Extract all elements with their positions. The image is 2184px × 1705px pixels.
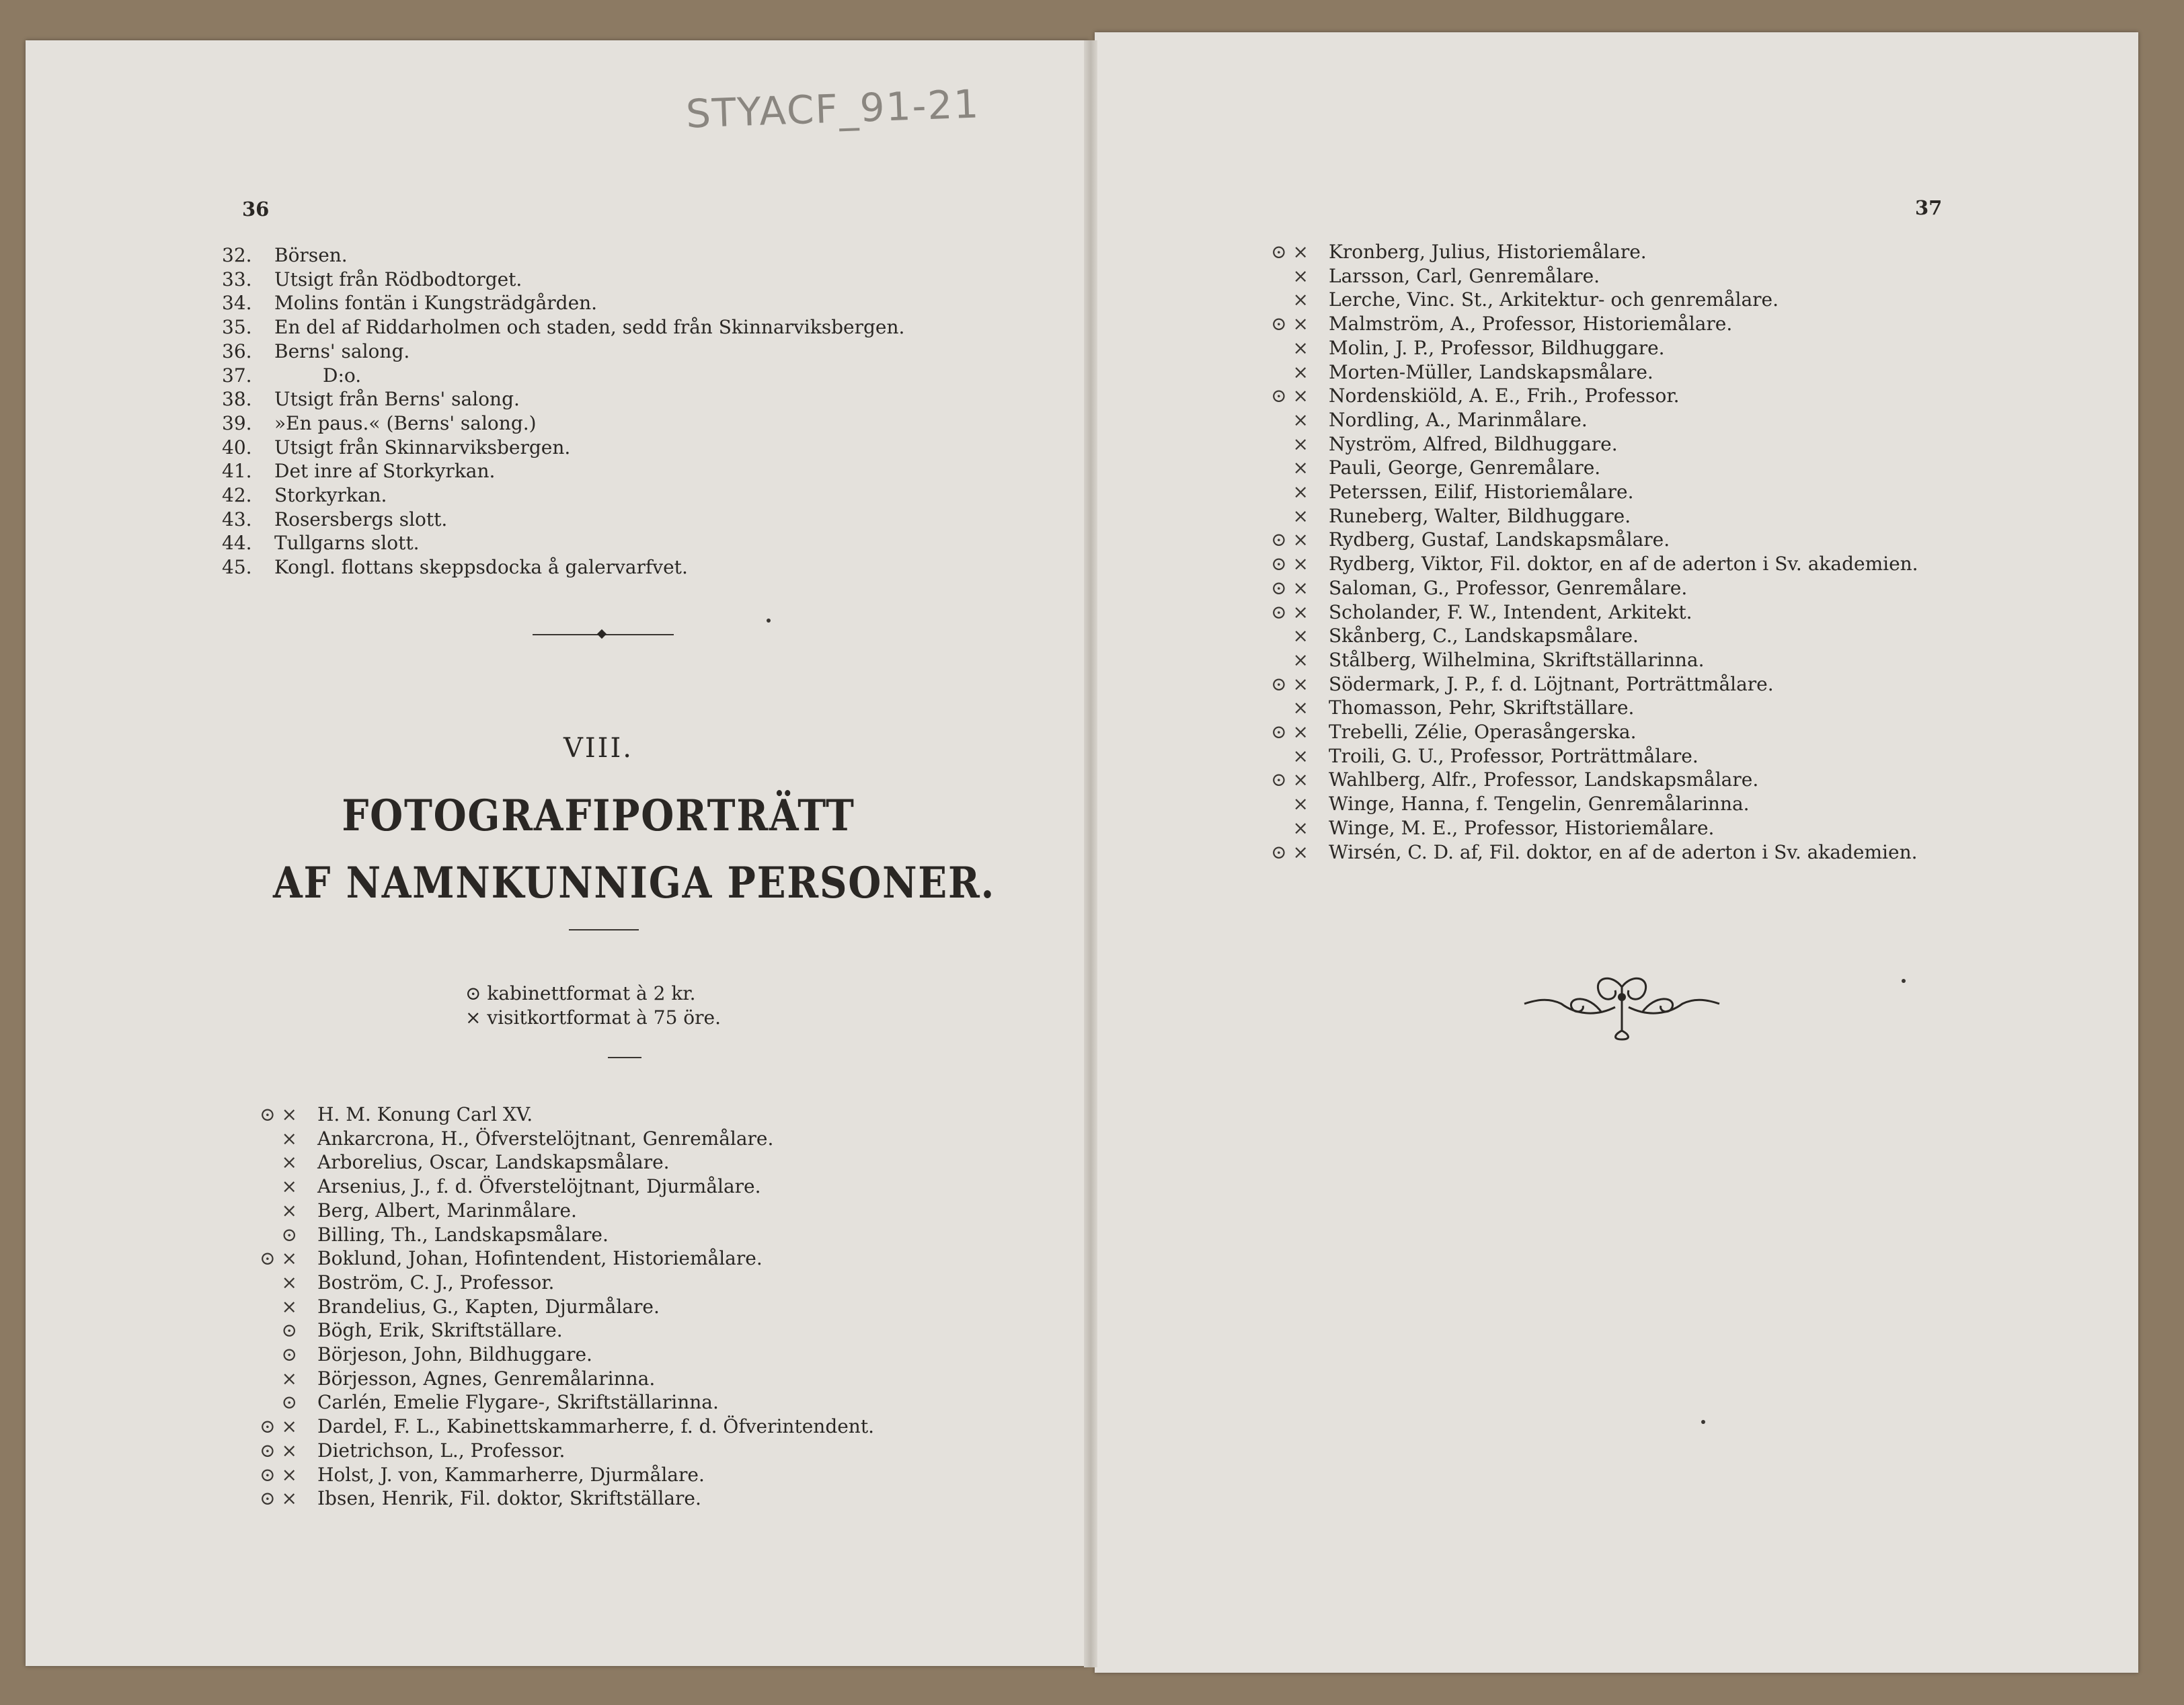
portrait-list-item — [227, 1246, 874, 1271]
view-number: 43. — [222, 508, 252, 530]
legend-visit-card-format: × visitkortformat à 75 öre. — [465, 1006, 722, 1029]
view-number: 44. — [222, 532, 252, 555]
format-marks: ⊙ — [281, 1223, 297, 1246]
portrait-list-item — [1239, 432, 1918, 457]
format-marks: ⊙ × — [260, 1247, 297, 1270]
portrait-list-item — [227, 1343, 874, 1367]
format-marks: ⊙ × — [1271, 241, 1309, 263]
view-title: Utsigt från Skinnarviksbergen. — [274, 436, 571, 459]
view-list-item — [222, 291, 904, 315]
view-title: Kongl. flottans skeppsdocka å galervarfvet. — [274, 556, 688, 579]
format-marks: ⊙ × — [260, 1415, 297, 1438]
portrait-name: Arsenius, J., f. d. Öfverstelöjtnant, Djurmålare. — [317, 1175, 761, 1198]
view-number: 33. — [222, 268, 252, 290]
format-marks: ⊙ × — [1271, 840, 1309, 863]
portrait-list-item — [1239, 624, 1918, 648]
ornament-vignette — [1521, 967, 1723, 1041]
portrait-name: Börjesson, Agnes, Genremålarinna. — [317, 1367, 656, 1390]
section-heading-line-2: AF NAMNKUNNIGA PERSONER. — [273, 858, 995, 908]
portrait-list-item — [227, 1103, 874, 1127]
format-marks: ⊙ × — [1271, 528, 1309, 551]
portrait-name: Arborelius, Oscar, Landskapsmålare. — [317, 1151, 670, 1174]
format-marks: × — [281, 1367, 297, 1390]
view-title: Börsen. — [274, 244, 348, 266]
format-marks: × — [281, 1199, 297, 1222]
view-title: »En paus.« (Berns' salong.) — [274, 411, 537, 434]
view-list-item — [222, 268, 904, 292]
format-marks: × — [281, 1295, 297, 1318]
portrait-name: Thomasson, Pehr, Skriftställare. — [1329, 697, 1635, 719]
portrait-name: Kronberg, Julius, Historiemålare. — [1329, 241, 1647, 263]
view-list-item — [222, 483, 904, 508]
format-marks: × — [1292, 408, 1309, 431]
portrait-name: Berg, Albert, Marinmålare. — [317, 1199, 577, 1222]
view-title: En del af Riddarholmen och staden, sedd från Skinnarviksbergen. — [274, 316, 905, 339]
portrait-list-item — [227, 1175, 874, 1199]
heading-rule — [569, 929, 639, 930]
portrait-list-item — [1239, 648, 1918, 672]
portrait-name: Peterssen, Eilif, Historiemålare. — [1329, 481, 1634, 504]
view-number: 41. — [222, 460, 252, 483]
portrait-list-item — [227, 1318, 874, 1343]
portrait-name: Ankarcrona, H., Öfverstelöjtnant, Genremålare. — [317, 1127, 774, 1150]
portrait-list-item — [1239, 360, 1918, 385]
portrait-list-item — [1239, 288, 1918, 312]
portrait-name: Malmström, A., Professor, Historiemålare. — [1329, 313, 1733, 335]
format-marks: ⊙ × — [1271, 553, 1309, 576]
format-marks: × — [1292, 648, 1309, 671]
portrait-list-item — [1239, 312, 1918, 336]
portrait-list-item — [227, 1367, 874, 1391]
legend-rule — [608, 1057, 641, 1058]
portrait-name: Pauli, George, Genremålare. — [1329, 457, 1601, 479]
portrait-list-item — [227, 1199, 874, 1223]
portrait-list-item — [1239, 240, 1918, 264]
portrait-name: Brandelius, G., Kapten, Djurmålare. — [317, 1295, 660, 1318]
format-marks: ⊙ × — [1271, 385, 1309, 407]
portrait-name: Billing, Th., Landskapsmålare. — [317, 1223, 609, 1246]
portrait-name: Nordenskiöld, A. E., Frih., Professor. — [1329, 385, 1680, 407]
view-list-item — [222, 459, 904, 483]
format-marks: ⊙ × — [1271, 672, 1309, 695]
portrait-name: Skånberg, C., Landskapsmålare. — [1329, 625, 1639, 647]
portrait-list-item — [227, 1415, 874, 1439]
portrait-name: Stålberg, Wilhelmina, Skriftställarinna. — [1329, 648, 1705, 671]
view-list-item — [222, 315, 904, 340]
portrait-list-item — [1239, 552, 1918, 576]
format-marks: ⊙ × — [1271, 313, 1309, 335]
format-marks: ⊙ × — [1271, 600, 1309, 623]
view-list-item — [222, 508, 904, 532]
portrait-list-item — [1239, 504, 1918, 528]
portrait-name: Scholander, F. W., Intendent, Arkitekt. — [1329, 600, 1692, 623]
format-marks: ⊙ × — [260, 1439, 297, 1462]
view-list-item — [222, 387, 904, 411]
portrait-name: Troili, G. U., Professor, Porträttmålare. — [1329, 744, 1699, 767]
view-list-item — [222, 340, 904, 364]
portrait-list-item — [1239, 768, 1918, 792]
portrait-list-item — [1239, 336, 1918, 360]
view-title: Rosersbergs slott. — [274, 508, 448, 530]
portrait-name: Morten-Müller, Landskapsmålare. — [1329, 360, 1653, 383]
view-number: 38. — [222, 388, 252, 411]
chapter-number: VIII. — [563, 733, 633, 764]
portrait-list-item — [1239, 600, 1918, 625]
format-marks: × — [281, 1151, 297, 1174]
portrait-list-item — [1239, 840, 1918, 865]
view-title: Tullgarns slott. — [274, 532, 420, 555]
format-marks: × — [281, 1175, 297, 1198]
portrait-name: Dietrichson, L., Professor. — [317, 1439, 566, 1462]
portrait-name: Winge, Hanna, f. Tengelin, Genremålarinna. — [1329, 793, 1750, 816]
book-spine — [1084, 40, 1097, 1667]
portrait-list-item — [227, 1223, 874, 1247]
portrait-name: Larsson, Carl, Genremålare. — [1329, 264, 1600, 287]
portrait-name: Trebelli, Zélie, Operasångerska. — [1329, 721, 1637, 744]
view-number: 35. — [222, 316, 252, 339]
format-marks: × — [1292, 481, 1309, 504]
view-title: Utsigt från Rödbodtorget. — [274, 268, 522, 290]
portrait-list-item — [1239, 696, 1918, 720]
view-number: 42. — [222, 484, 252, 507]
portrait-name: Nyström, Alfred, Bildhuggare. — [1329, 432, 1618, 455]
format-marks: ⊙ — [281, 1319, 297, 1342]
format-marks: × — [281, 1271, 297, 1294]
portrait-name: Molin, J. P., Professor, Bildhuggare. — [1329, 336, 1665, 359]
format-marks: ⊙ × — [1271, 721, 1309, 744]
format-marks: ⊙ — [281, 1343, 297, 1366]
portrait-name: Runeberg, Walter, Bildhuggare. — [1329, 504, 1631, 527]
portrait-list-item — [1239, 456, 1918, 480]
portrait-list-item — [1239, 816, 1918, 840]
portrait-name: Nordling, A., Marinmålare. — [1329, 408, 1588, 431]
portrait-name: Södermark, J. P., f. d. Löjtnant, Porträttmålare. — [1329, 672, 1774, 695]
paper-speck — [1902, 979, 1906, 983]
legend-cabinet-format: ⊙ kabinettformat à 2 kr. — [465, 982, 696, 1004]
portrait-list-item — [227, 1295, 874, 1319]
portrait-name: Ibsen, Henrik, Fil. doktor, Skriftställare. — [317, 1487, 701, 1510]
portrait-list-item — [227, 1486, 874, 1511]
portrait-name: Lerche, Vinc. St., Arkitektur- och genremålare. — [1329, 288, 1779, 311]
view-title: Berns' salong. — [274, 340, 410, 362]
portrait-list-item — [227, 1439, 874, 1463]
format-marks: × — [1292, 504, 1309, 527]
portrait-name: Carlén, Emelie Flygare-, Skriftställarinna. — [317, 1391, 719, 1414]
portrait-name: Boklund, Johan, Hofintendent, Historiemålare. — [317, 1247, 763, 1270]
view-number: 40. — [222, 436, 252, 459]
portrait-list-item — [227, 1271, 874, 1295]
portrait-list-item — [1239, 576, 1918, 600]
view-title: Utsigt från Berns' salong. — [274, 388, 520, 411]
view-list-item — [222, 555, 904, 580]
format-marks: × — [1292, 360, 1309, 383]
section-heading-line-1: FOTOGRAFIPORTRÄTT — [342, 791, 855, 841]
view-number: 39. — [222, 411, 252, 434]
view-title: Storkyrkan. — [274, 484, 387, 507]
portrait-name: Rydberg, Viktor, Fil. doktor, en af de aderton i Sv. akademien. — [1329, 553, 1918, 576]
portrait-name: H. M. Konung Carl XV. — [317, 1103, 533, 1125]
portrait-name: Rydberg, Gustaf, Landskapsmålare. — [1329, 528, 1670, 551]
view-number: 36. — [222, 340, 252, 362]
portrait-name: Bögh, Erik, Skriftställare. — [317, 1319, 563, 1342]
format-marks: × — [1292, 816, 1309, 839]
portrait-list-item — [1239, 528, 1918, 552]
view-number: 34. — [222, 292, 252, 315]
view-number: 45. — [222, 556, 252, 579]
handwritten-archive-note: STYACF_91-21 — [685, 81, 981, 137]
portrait-list-item — [227, 1127, 874, 1151]
view-list-item — [222, 436, 904, 460]
portrait-list-item — [1239, 744, 1918, 768]
format-marks: × — [1292, 793, 1309, 816]
portrait-list-item — [1239, 480, 1918, 504]
view-list-item — [222, 531, 904, 555]
view-list-item — [222, 364, 904, 388]
format-marks: × — [1292, 697, 1309, 719]
format-marks: × — [1292, 625, 1309, 647]
view-list-item — [222, 243, 904, 268]
portrait-name: Dardel, F. L., Kabinettskammarherre, f. d. Öfverintendent. — [317, 1415, 874, 1438]
format-marks: × — [1292, 264, 1309, 287]
left-page-number: 36 — [242, 198, 270, 221]
format-marks: × — [281, 1127, 297, 1150]
format-marks: ⊙ × — [1271, 576, 1309, 599]
format-marks: × — [1292, 336, 1309, 359]
views-list — [222, 243, 904, 580]
view-title: Det inre af Storkyrkan. — [274, 460, 496, 483]
portrait-name: Saloman, G., Professor, Genremålare. — [1329, 576, 1688, 599]
view-list-item — [222, 411, 904, 436]
portrait-list-item — [1239, 408, 1918, 432]
view-title: D:o. — [323, 364, 362, 387]
view-title: Molins fontän i Kungsträdgården. — [274, 292, 598, 315]
portrait-list-item — [1239, 792, 1918, 816]
portrait-name: Wirsén, C. D. af, Fil. doktor, en af de aderton i Sv. akademien. — [1329, 840, 1918, 863]
format-marks: × — [1292, 432, 1309, 455]
portrait-list-item — [227, 1463, 874, 1487]
portrait-list-item — [1239, 672, 1918, 697]
paper-speck — [1701, 1420, 1705, 1424]
right-page-number: 37 — [1915, 196, 1943, 219]
portrait-list-item — [1239, 384, 1918, 408]
portrait-name: Wahlberg, Alfr., Professor, Landskapsmålare. — [1329, 768, 1759, 791]
format-marks: × — [1292, 457, 1309, 479]
portrait-name: Börjeson, John, Bildhuggare. — [317, 1343, 592, 1366]
format-marks: × — [1292, 744, 1309, 767]
paper-speck — [767, 619, 771, 623]
view-number: 32. — [222, 244, 252, 266]
portrait-name: Winge, M. E., Professor, Historiemålare. — [1329, 816, 1715, 839]
portrait-name: Boström, C. J., Professor. — [317, 1271, 555, 1294]
format-marks: × — [1292, 288, 1309, 311]
portrait-list-item — [1239, 264, 1918, 288]
format-marks: ⊙ × — [1271, 768, 1309, 791]
format-marks: ⊙ × — [260, 1487, 297, 1510]
portrait-list-item — [227, 1150, 874, 1175]
portrait-name: Holst, J. von, Kammarherre, Djurmålare. — [317, 1463, 705, 1486]
format-marks: ⊙ × — [260, 1103, 297, 1125]
portrait-list-left — [227, 1103, 874, 1511]
view-number: 37. — [222, 364, 252, 387]
portrait-list-right — [1239, 240, 1918, 864]
format-marks: ⊙ — [281, 1391, 297, 1414]
format-marks: ⊙ × — [260, 1463, 297, 1486]
portrait-list-item — [1239, 720, 1918, 744]
portrait-list-item — [227, 1390, 874, 1415]
